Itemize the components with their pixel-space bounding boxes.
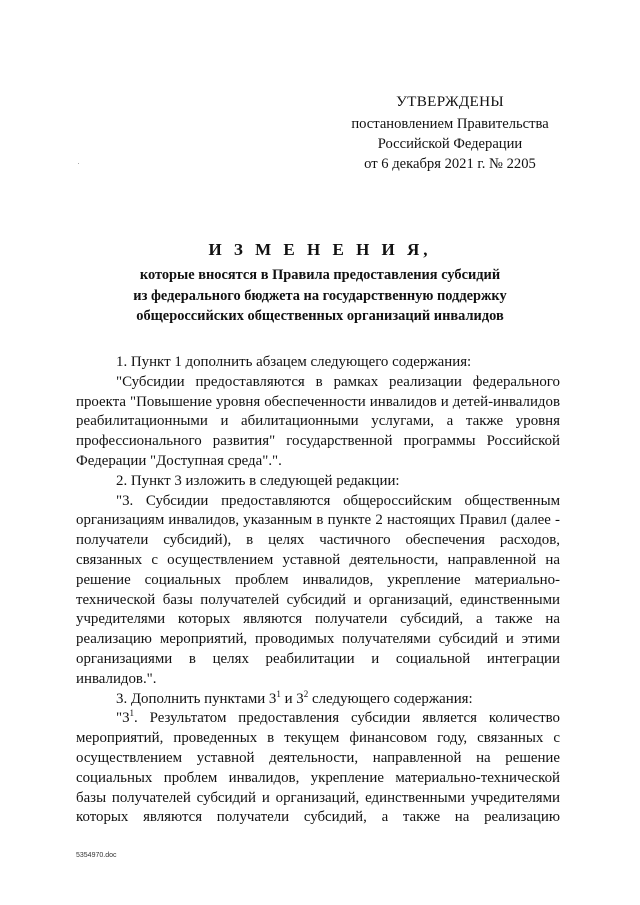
paragraph-6-text-b: . Результатом предоставления субсидии является количество мероприятий, проведенных в текущем финансовом году, связанных с осуществлением уставной деятельности, направленной на решение социальных проблем инвалидов, укрепление материально-технической базы получателей субсидий и организаций, единственными учредителями которых являются получатели субсидий, а также на реализацию: [76, 710, 560, 826]
paragraph-5-text-c: следующего содержания:: [308, 690, 473, 707]
superscript-1: 1: [276, 688, 281, 699]
paragraph-5: [76, 690, 560, 710]
approval-block: [330, 92, 570, 174]
subtitle-line-1: которые вносятся в Правила предоставления субсидий: [139, 267, 501, 283]
approval-line-3: от 6 декабря 2021 г. № 2205: [364, 156, 536, 172]
document-body: [76, 353, 560, 828]
paragraph-5-text-b: и 3: [280, 690, 304, 707]
approval-heading: УТВЕРЖДЕНЫ: [396, 93, 504, 110]
approval-line-1: постановлением Правительства: [351, 116, 549, 132]
document-subtitle: [70, 265, 570, 327]
paragraph-5-text-a: 3. Дополнить пунктами 3: [116, 690, 277, 707]
document-title: И З М Е Н Е Н И Я,: [208, 240, 432, 259]
subtitle-line-3: общероссийских общественных организаций инвалидов: [136, 308, 504, 324]
paragraph-6-superscript: 1: [129, 708, 135, 719]
scan-speck: [78, 163, 79, 164]
subtitle-line-2: из федерального бюджета на государственную поддержку: [133, 287, 507, 304]
paragraph-3: 2. Пункт 3 изложить в следующей редакции:: [116, 472, 400, 489]
paragraph-1: 1. Пункт 1 дополнить абзацем следующего содержания:: [116, 354, 472, 370]
approval-line-2: Российской Федерации: [377, 136, 523, 152]
file-reference: 5354970.doc: [76, 852, 117, 859]
paragraph-4: "3. Субсидии предоставляются общероссийским общественным организациям инвалидов, указанным в пункте 2 настоящих Правил (далее - получатели субсидий), в целях частичного обеспечения расходов, связанных с осуществлением уставной деятельности, направленной на решение социальных проблем инвалидов, укрепление материально-технической базы получателей субсидий и организаций, единственными учредителями которых являются получатели субсидий, а также на реализацию мероприятий, проводимых получателями субсидий и этими организациями в целях реабилитации и социальной интеграции инвалидов.".: [76, 492, 560, 687]
paragraph-6-text-a: "3: [116, 710, 130, 727]
superscript-2: 2: [303, 688, 309, 699]
paragraph-6: [76, 709, 560, 828]
paragraph-2: "Субсидии предоставляются в рамках реализации федерального проекта "Повышение уровня обеспеченности инвалидов и детей-инвалидов реабилитационными и абилитационными услугами, а также уровня профессионального развития" государственной программы Российской Федерации "Доступная среда".".: [76, 373, 560, 469]
